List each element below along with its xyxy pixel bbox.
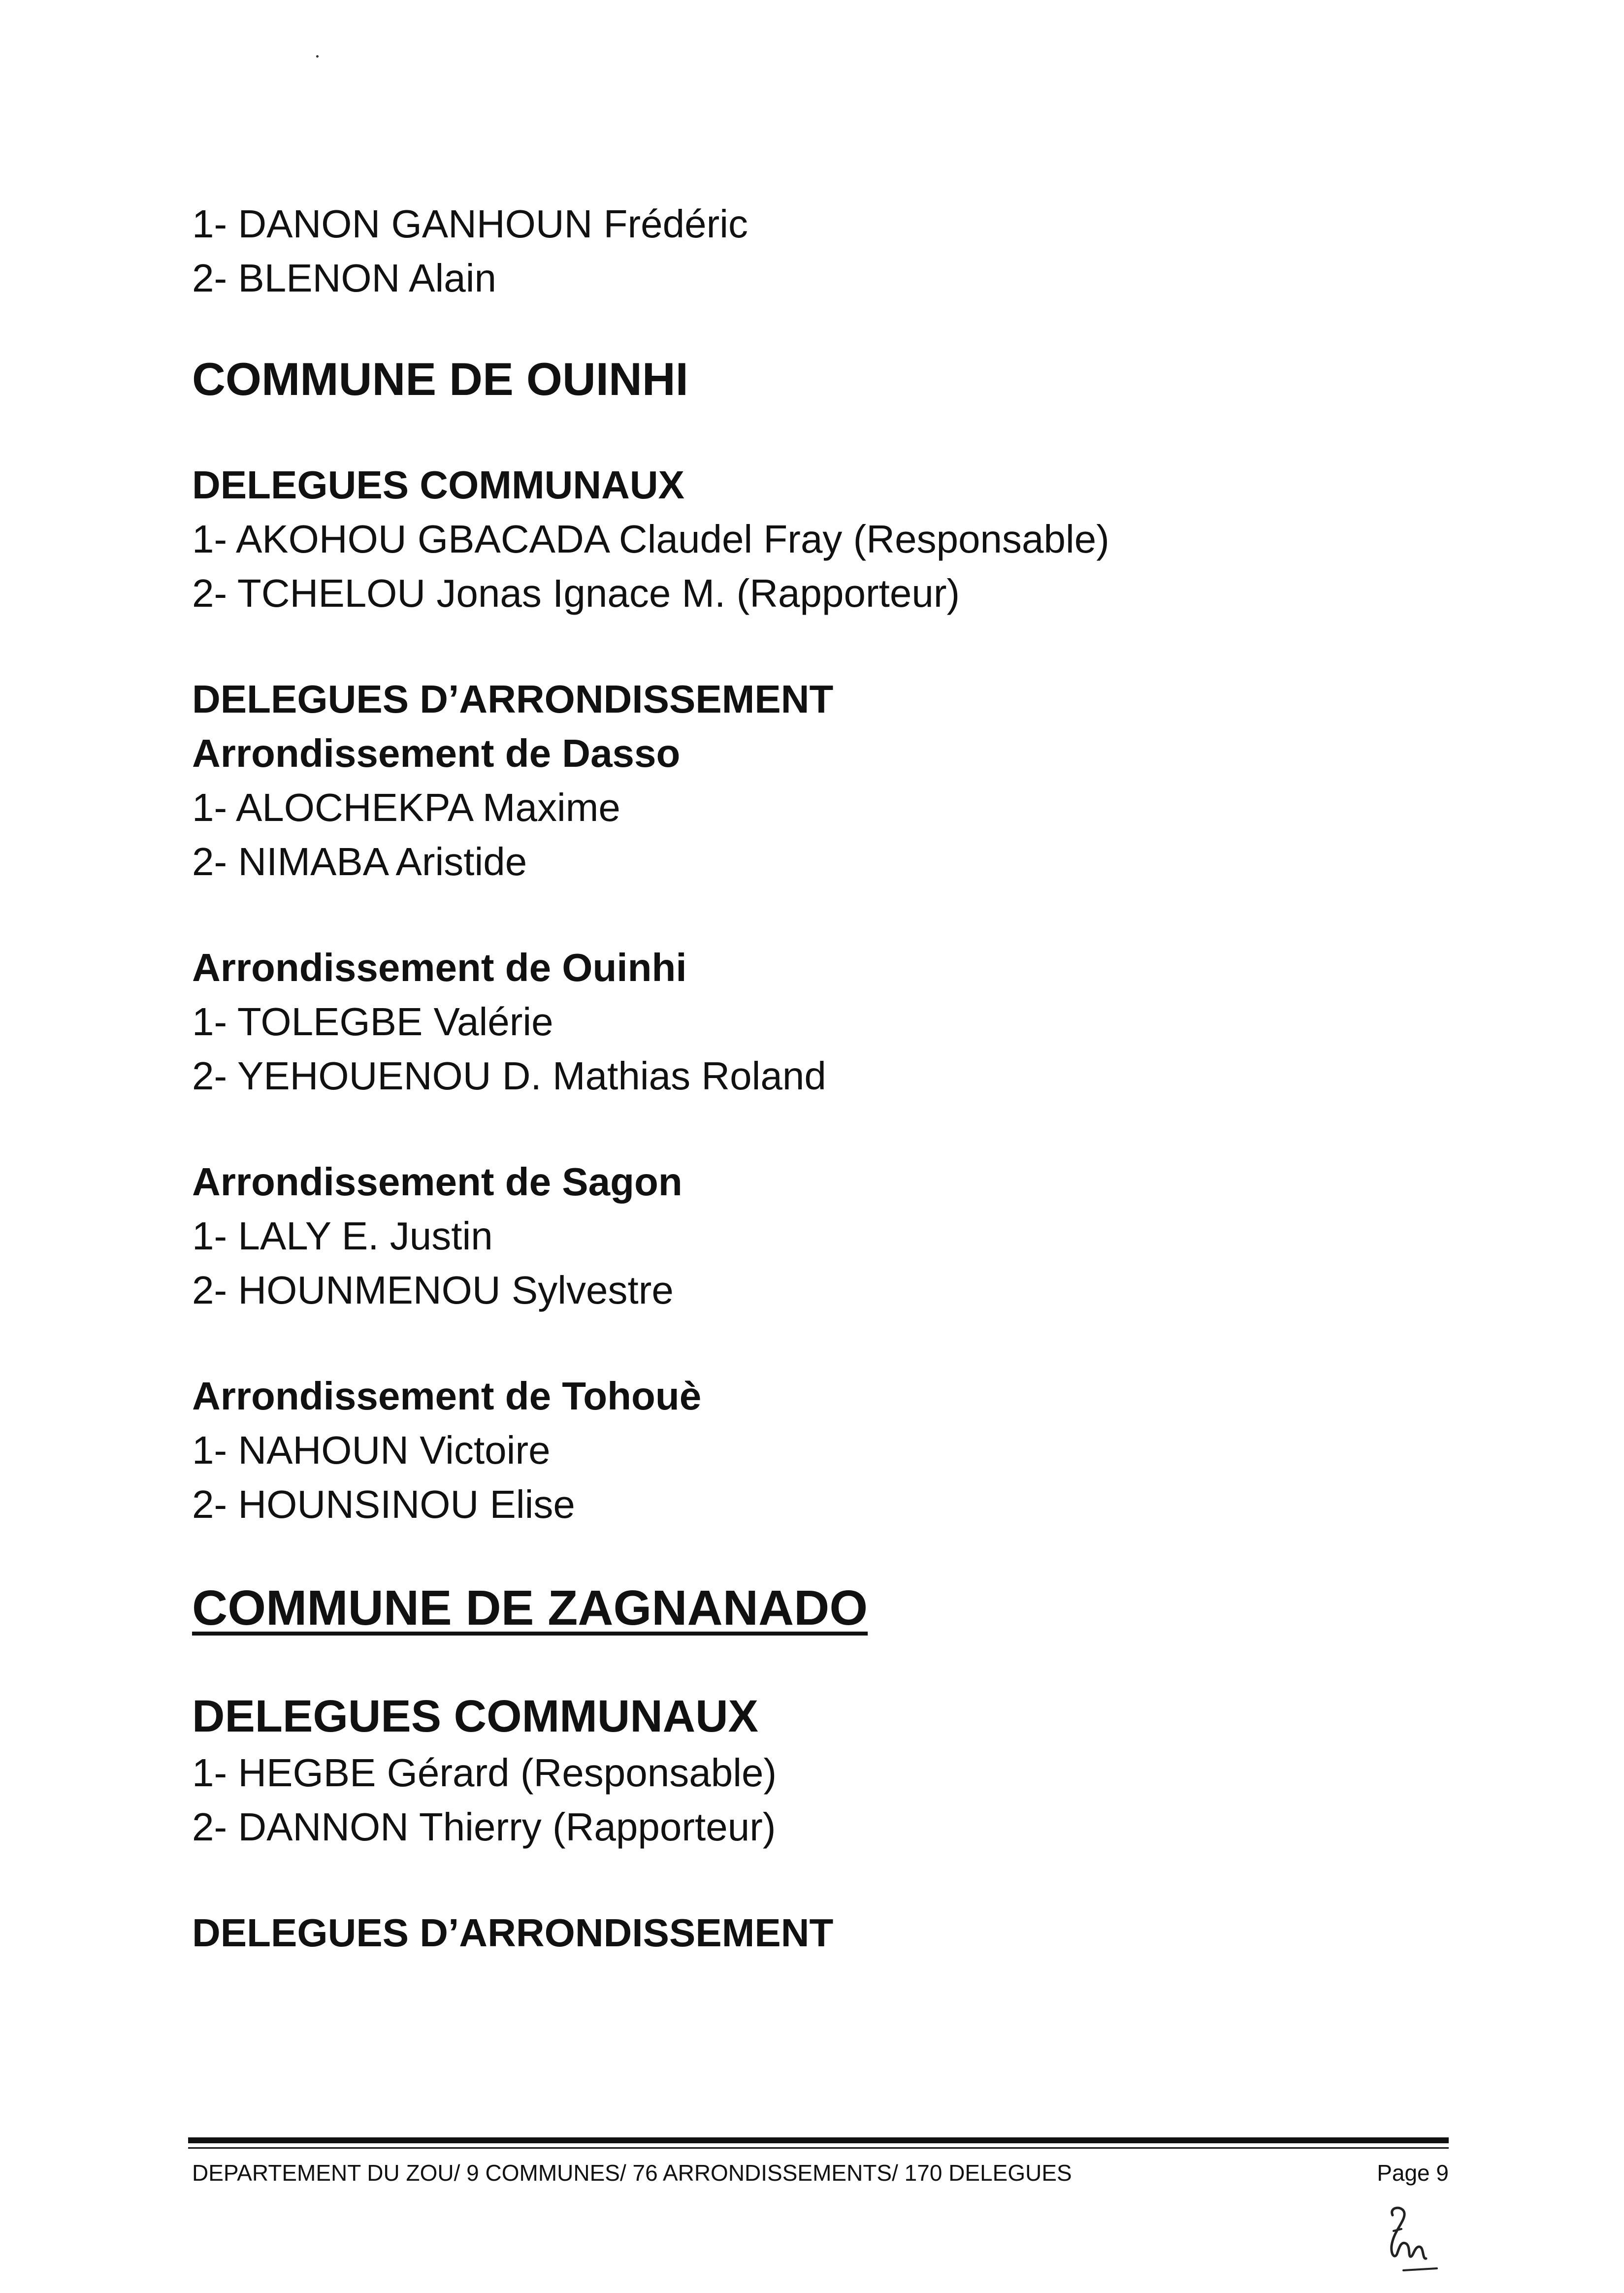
list-item: 1- LALY E. Justin: [192, 1214, 493, 1258]
list-item: 2- DANNON Thierry (Rapporteur): [192, 1805, 776, 1849]
footer-text: DEPARTEMENT DU ZOU/ 9 COMMUNES/ 76 ARRONDISSEMENTS/ 170 DELEGUES: [192, 2160, 1072, 2186]
list-item: 2- NIMABA Aristide: [192, 840, 527, 884]
list-item: 2- YEHOUENOU D. Mathias Roland: [192, 1054, 826, 1098]
arrondissement-sagon-title: Arrondissement de Sagon: [192, 1160, 682, 1204]
list-item: 1- NAHOUN Victoire: [192, 1428, 551, 1472]
stray-dot: [316, 55, 319, 58]
arrondissement-ouinhi-title: Arrondissement de Ouinhi: [192, 946, 687, 989]
top-list: [192, 197, 1472, 305]
list-item: 2- TCHELOU Jonas Ignace M. (Rapporteur): [192, 571, 960, 615]
ouinhi-arrondissement-heading: DELEGUES D’ARRONDISSEMENT: [192, 677, 834, 721]
list-item: 2- HOUNSINOU Elise: [192, 1482, 575, 1526]
document-body: [192, 197, 1472, 1960]
list-item: 1- ALOCHEKPA Maxime: [192, 786, 620, 829]
handwritten-initials-icon: [1374, 2201, 1443, 2275]
ouinhi-communaux-heading: DELEGUES COMMUNAUX: [192, 463, 685, 507]
page-number: Page 9: [1377, 2160, 1449, 2186]
list-item: 1- HEGBE Gérard (Responsable): [192, 1751, 777, 1795]
list-item: 1- TOLEGBE Valérie: [192, 1000, 553, 1044]
commune-zagnanado-title: COMMUNE DE ZAGNANADO: [192, 1580, 868, 1636]
footer-rule-thin: [188, 2147, 1449, 2149]
footer-rule: [188, 2137, 1449, 2143]
zagnanado-communaux-heading: DELEGUES COMMUNAUX: [192, 1691, 759, 1741]
arrondissement-tohoue-title: Arrondissement de Tohouè: [192, 1374, 702, 1418]
list-item: 1- DANON GANHOUN Frédéric: [192, 202, 748, 246]
commune-ouinhi-title: COMMUNE DE OUINHI: [192, 353, 688, 405]
list-item: 1- AKOHOU GBACADA Claudel Fray (Responsable): [192, 517, 1109, 561]
zagnanado-arrondissement-heading: DELEGUES D’ARRONDISSEMENT: [192, 1911, 834, 1955]
list-item: 2- HOUNMENOU Sylvestre: [192, 1268, 674, 1312]
list-item: 2- BLENON Alain: [192, 256, 497, 300]
arrondissement-dasso-title: Arrondissement de Dasso: [192, 731, 681, 775]
